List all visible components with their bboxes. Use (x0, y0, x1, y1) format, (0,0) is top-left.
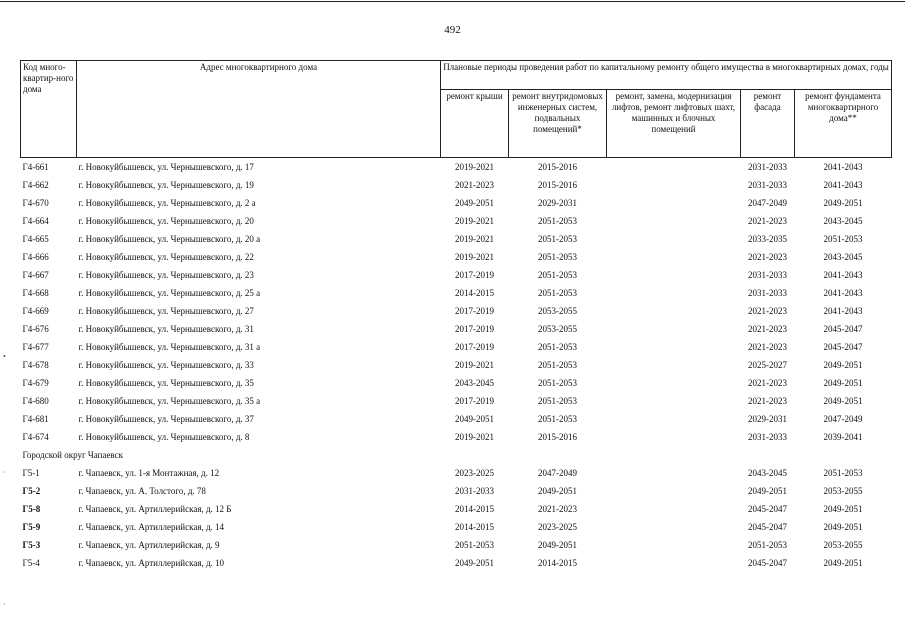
table-row (21, 212, 892, 230)
roof-period: 2014-2015 (455, 521, 494, 532)
house-address: г. Новокуйбышевск, ул. Чернышевского, д. 31 а (78, 341, 261, 352)
table-row (21, 428, 892, 446)
elevator-period (607, 392, 741, 410)
house-address: г. Чапаевск, ул. Артиллерийская, д. 9 (78, 539, 220, 550)
facade-period: 2033-2035 (748, 233, 787, 244)
facade-period: 2021-2023 (748, 251, 787, 262)
table-row (21, 158, 892, 177)
table-row (21, 482, 892, 500)
elevator-period (607, 410, 741, 428)
foundation-period: 2049-2051 (823, 503, 863, 514)
table-row (21, 554, 892, 572)
roof-period: 2019-2021 (455, 233, 494, 244)
foundation-period: 2041-2043 (823, 305, 863, 316)
house-code: Г5-4 (22, 557, 40, 568)
foundation-period: 2049-2051 (823, 395, 863, 406)
house-code: Г4-681 (22, 413, 49, 424)
house-address: г. Новокуйбышевск, ул. Чернышевского, д. 35 а (78, 395, 261, 406)
house-code: Г5-9 (22, 521, 41, 532)
section-title: Городской округ Чапаевск (22, 449, 123, 460)
table-row (21, 194, 892, 212)
house-code: Г5-3 (22, 539, 41, 550)
header-row-1 (21, 61, 892, 90)
house-address: г. Новокуйбышевск, ул. Чернышевского, д. 8 (78, 431, 250, 442)
house-code: Г4-662 (22, 179, 49, 190)
house-address: г. Чапаевск, ул. Артиллерийская, д. 10 (78, 557, 225, 568)
engineering-period: 2021-2023 (538, 503, 577, 514)
header-roof: ремонт крыши (441, 89, 509, 157)
engineering-period: 2051-2053 (538, 287, 577, 298)
house-address: г. Новокуйбышевск, ул. Чернышевского, д. 20 а (78, 233, 261, 244)
table-row (21, 410, 892, 428)
foundation-period: 2041-2043 (823, 179, 863, 190)
roof-period: 2049-2051 (455, 197, 494, 208)
facade-period: 2021-2023 (748, 305, 787, 316)
engineering-period: 2051-2053 (538, 395, 577, 406)
elevator-period (607, 338, 741, 356)
house-code: Г4-667 (22, 269, 49, 280)
elevator-period (607, 374, 741, 392)
section-row (21, 446, 892, 464)
house-code: Г4-661 (22, 161, 49, 172)
house-address: г. Новокуйбышевск, ул. Чернышевского, д. 31 (78, 323, 254, 334)
engineering-period: 2051-2053 (538, 269, 577, 280)
table-row (21, 500, 892, 518)
house-address: г. Новокуйбышевск, ул. Чернышевского, д. 35 (78, 377, 254, 388)
roof-period: 2023-2025 (455, 467, 494, 478)
facade-period: 2031-2033 (748, 287, 787, 298)
roof-period: 2051-2053 (455, 539, 494, 550)
elevator-period (607, 284, 741, 302)
engineering-period: 2047-2049 (538, 467, 577, 478)
engineering-period: 2014-2015 (538, 557, 577, 568)
elevator-period (607, 518, 741, 536)
roof-period: 2017-2019 (455, 305, 494, 316)
table-body-novokuybyshevsk (21, 158, 892, 447)
table-row (21, 356, 892, 374)
table-row (21, 230, 892, 248)
table-row (21, 266, 892, 284)
elevator-period (607, 266, 741, 284)
roof-period: 2017-2019 (455, 323, 494, 334)
house-address: г. Чапаевск, ул. А. Толстого, д. 78 (78, 485, 206, 496)
engineering-period: 2023-2025 (538, 521, 577, 532)
header-elevators: ремонт, замена, модернизация лифтов, ремонт лифтовых шахт, машинных и блочных помещений (607, 89, 741, 157)
header-address: Адрес многоквартирного дома (77, 61, 441, 158)
house-code: Г4-664 (22, 215, 49, 226)
facade-period: 2049-2051 (748, 485, 787, 496)
engineering-period: 2029-2031 (538, 197, 577, 208)
foundation-period: 2051-2053 (823, 467, 863, 478)
table-row (21, 536, 892, 554)
elevator-period (607, 554, 741, 572)
facade-period: 2025-2027 (748, 359, 787, 370)
roof-period: 2049-2051 (455, 413, 494, 424)
engineering-period: 2049-2051 (538, 485, 577, 496)
roof-period: 2017-2019 (455, 269, 494, 280)
house-code: Г4-676 (22, 323, 49, 334)
table-row (21, 338, 892, 356)
margin-mark: • (3, 352, 6, 361)
house-code: Г5-2 (22, 485, 41, 496)
facade-period: 2021-2023 (748, 341, 787, 352)
margin-mark: · (3, 600, 6, 609)
house-address: г. Чапаевск, ул. Артиллерийская, д. 12 Б (78, 503, 232, 514)
foundation-period: 2041-2043 (823, 287, 863, 298)
facade-period: 2047-2049 (748, 197, 787, 208)
foundation-period: 2049-2051 (823, 557, 863, 568)
house-code: Г4-669 (22, 305, 49, 316)
facade-period: 2031-2033 (748, 431, 787, 442)
facade-period: 2043-2045 (748, 467, 787, 478)
elevator-period (607, 194, 741, 212)
house-address: г. Чапаевск, ул. Артиллерийская, д. 14 (78, 521, 225, 532)
engineering-period: 2051-2053 (538, 215, 577, 226)
table-row (21, 518, 892, 536)
engineering-period: 2051-2053 (538, 359, 577, 370)
foundation-period: 2045-2047 (823, 341, 863, 352)
header-code: Код много-квартир-ного дома (21, 61, 77, 158)
roof-period: 2019-2021 (455, 359, 494, 370)
house-code: Г4-670 (22, 197, 49, 208)
facade-period: 2051-2053 (748, 539, 787, 550)
header-periods: Плановые периоды проведения работ по капитальному ремонту общего имущества в многоквартирных домах, годы (441, 61, 892, 90)
table-row (21, 374, 892, 392)
elevator-period (607, 482, 741, 500)
engineering-period: 2051-2053 (538, 341, 577, 352)
elevator-period (607, 212, 741, 230)
foundation-period: 2039-2041 (823, 431, 863, 442)
foundation-period: 2047-2049 (823, 413, 863, 424)
facade-period: 2021-2023 (748, 323, 787, 334)
elevator-period (607, 428, 741, 446)
header-foundation: ремонт фундамента многоквартирного дома** (795, 89, 892, 157)
top-border-line (0, 1, 905, 2)
engineering-period: 2053-2055 (538, 323, 577, 334)
roof-period: 2014-2015 (455, 287, 494, 298)
roof-period: 2017-2019 (455, 395, 494, 406)
foundation-period: 2043-2045 (823, 215, 863, 226)
elevator-period (607, 320, 741, 338)
elevator-period (607, 176, 741, 194)
facade-period: 2031-2033 (748, 179, 787, 190)
foundation-period: 2049-2051 (823, 521, 863, 532)
engineering-period: 2049-2051 (538, 539, 577, 550)
foundation-period: 2041-2043 (823, 269, 863, 280)
facade-period: 2021-2023 (748, 377, 787, 388)
house-code: Г4-666 (22, 251, 49, 262)
table-body-chapaevsk (21, 464, 892, 572)
house-code: Г4-668 (22, 287, 49, 298)
table-row (21, 248, 892, 266)
engineering-period: 2051-2053 (538, 413, 577, 424)
foundation-period: 2043-2045 (823, 251, 863, 262)
facade-period: 2045-2047 (748, 521, 787, 532)
elevator-period (607, 356, 741, 374)
elevator-period (607, 500, 741, 518)
house-code: Г4-678 (22, 359, 49, 370)
elevator-period (607, 464, 741, 482)
house-code: Г4-665 (22, 233, 49, 244)
house-address: г. Новокуйбышевск, ул. Чернышевского, д. 2 а (78, 197, 256, 208)
repair-schedule-table (20, 60, 892, 572)
foundation-period: 2049-2051 (823, 197, 863, 208)
margin-mark: · (3, 468, 6, 477)
engineering-period: 2015-2016 (538, 161, 577, 172)
roof-period: 2019-2021 (455, 251, 494, 262)
roof-period: 2043-2045 (455, 377, 494, 388)
table-row (21, 392, 892, 410)
facade-period: 2029-2031 (748, 413, 787, 424)
foundation-period: 2045-2047 (823, 323, 863, 334)
house-code: Г4-677 (22, 341, 49, 352)
house-code: Г4-679 (22, 377, 49, 388)
table-row (21, 464, 892, 482)
engineering-period: 2051-2053 (538, 377, 577, 388)
roof-period: 2014-2015 (455, 503, 494, 514)
house-address: г. Новокуйбышевск, ул. Чернышевского, д. 22 (78, 251, 254, 262)
house-address: г. Новокуйбышевск, ул. Чернышевского, д. 23 (78, 269, 254, 280)
table-row (21, 320, 892, 338)
house-code: Г4-680 (22, 395, 49, 406)
roof-period: 2019-2021 (455, 431, 494, 442)
engineering-period: 2015-2016 (538, 431, 577, 442)
facade-period: 2045-2047 (748, 503, 787, 514)
foundation-period: 2053-2055 (823, 485, 863, 496)
house-address: г. Новокуйбышевск, ул. Чернышевского, д. 33 (78, 359, 254, 370)
facade-period: 2021-2023 (748, 395, 787, 406)
facade-period: 2031-2033 (748, 269, 787, 280)
table-row (21, 284, 892, 302)
house-address: г. Новокуйбышевск, ул. Чернышевского, д. 19 (78, 179, 254, 190)
roof-period: 2031-2033 (455, 485, 494, 496)
house-address: г. Новокуйбышевск, ул. Чернышевского, д. 25 а (78, 287, 261, 298)
facade-period: 2045-2047 (748, 557, 787, 568)
house-code: Г5-8 (22, 503, 41, 514)
house-address: г. Чапаевск, ул. 1-я Монтажная, д. 12 (78, 467, 220, 478)
facade-period: 2031-2033 (748, 161, 787, 172)
elevator-period (607, 536, 741, 554)
foundation-period: 2049-2051 (823, 359, 863, 370)
house-code: Г5-1 (22, 467, 40, 478)
roof-period: 2017-2019 (455, 341, 494, 352)
facade-period: 2021-2023 (748, 215, 787, 226)
page-number: 492 (444, 24, 461, 36)
elevator-period (607, 248, 741, 266)
house-address: г. Новокуйбышевск, ул. Чернышевского, д. 20 (78, 215, 254, 226)
header-engineering: ремонт внутридомовых инженерных систем, подвальных помещений* (509, 89, 607, 157)
elevator-period (607, 158, 741, 177)
foundation-period: 2053-2055 (823, 539, 863, 550)
roof-period: 2049-2051 (455, 557, 494, 568)
roof-period: 2021-2023 (455, 179, 494, 190)
roof-period: 2019-2021 (455, 161, 494, 172)
table-section (21, 446, 892, 464)
table-row (21, 176, 892, 194)
header-facade: ремонт фасада (741, 89, 795, 157)
foundation-period: 2051-2053 (823, 233, 863, 244)
elevator-period (607, 230, 741, 248)
engineering-period: 2053-2055 (538, 305, 577, 316)
foundation-period: 2049-2051 (823, 377, 863, 388)
house-code: Г4-674 (22, 431, 49, 442)
house-address: г. Новокуйбышевск, ул. Чернышевского, д. 27 (78, 305, 254, 316)
house-address: г. Новокуйбышевск, ул. Чернышевского, д. 17 (78, 161, 254, 172)
elevator-period (607, 302, 741, 320)
engineering-period: 2051-2053 (538, 233, 577, 244)
table-row (21, 302, 892, 320)
engineering-period: 2015-2016 (538, 179, 577, 190)
engineering-period: 2051-2053 (538, 251, 577, 262)
roof-period: 2019-2021 (455, 215, 494, 226)
house-address: г. Новокуйбышевск, ул. Чернышевского, д. 37 (78, 413, 254, 424)
foundation-period: 2041-2043 (823, 161, 863, 172)
